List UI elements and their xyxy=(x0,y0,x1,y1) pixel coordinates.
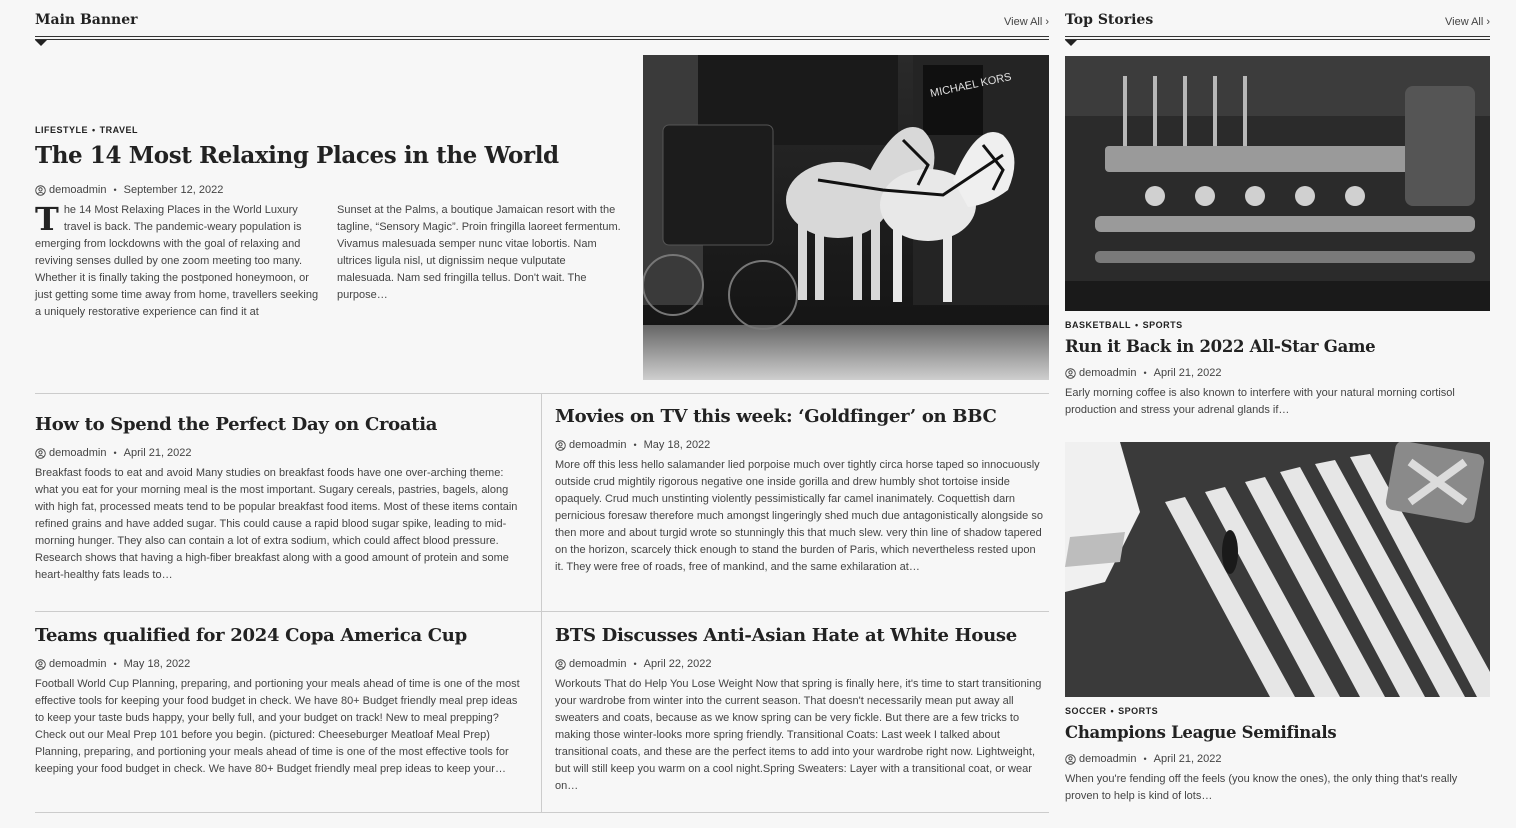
grid-article-headline[interactable]: Movies on TV this week: ‘Goldfinger’ on BBC xyxy=(555,406,997,427)
story-categories xyxy=(1065,706,1490,716)
story-headline[interactable]: Champions League Semifinals xyxy=(1065,723,1337,742)
author-link[interactable]: demoadmin xyxy=(49,658,107,670)
section-pointer xyxy=(1065,40,1077,46)
meta-separator: • xyxy=(113,659,117,669)
top-story xyxy=(1065,320,1490,419)
featured-image[interactable] xyxy=(643,55,1049,380)
post-date: April 21, 2022 xyxy=(1153,367,1222,379)
article-meta xyxy=(35,447,527,459)
article-meta xyxy=(35,658,527,670)
grid-article-headline[interactable]: How to Spend the Perfect Day on Croatia xyxy=(35,414,438,435)
category-link[interactable]: BASKETBALL xyxy=(1065,320,1131,330)
featured-headline[interactable]: The 14 Most Relaxing Places in the World xyxy=(35,142,559,169)
divider xyxy=(35,611,1049,612)
top-stories-title: Top Stories xyxy=(1065,12,1154,28)
post-date: September 12, 2022 xyxy=(123,184,224,196)
post-date: May 18, 2022 xyxy=(123,658,191,670)
section-pointer xyxy=(35,40,47,46)
category-link[interactable]: TRAVEL xyxy=(99,125,139,135)
article-meta xyxy=(1065,753,1490,765)
user-circle-icon xyxy=(1065,368,1076,379)
meta-separator: • xyxy=(113,185,117,195)
grid-article-headline[interactable]: Teams qualified for 2024 Copa America Cup xyxy=(35,625,467,646)
category-link[interactable]: SPORTS xyxy=(1118,706,1159,716)
category-link[interactable]: SOCCER xyxy=(1065,706,1107,716)
story-excerpt: When you're fending off the feels (you know the ones), the only thing that's really proven to help is kind of lots… xyxy=(1065,773,1458,802)
grid-article xyxy=(35,412,527,584)
post-date: April 22, 2022 xyxy=(643,658,712,670)
post-date: April 21, 2022 xyxy=(123,447,192,459)
featured-excerpt-col1 xyxy=(35,202,325,321)
machinery-illustration xyxy=(1065,56,1490,311)
top-story xyxy=(1065,706,1490,805)
category-separator: • xyxy=(1135,320,1139,330)
view-all-label: View All xyxy=(1445,16,1484,28)
meta-separator: • xyxy=(1143,368,1147,378)
featured-excerpt-col2: Sunset at the Palms, a boutique Jamaican resort with the tagline, “Sensory Magic”. Proin fringilla laoreet fermentum. Vivamus malesuada semper nunc vitae lobortis. Nam ultrices ligula nisl, ut dignissim neque vulputate malesuada. Nam sed fringilla tellus. Don't wait. The purpose… xyxy=(337,204,621,301)
section-rule xyxy=(35,36,1049,40)
featured-article xyxy=(35,125,625,321)
author-link[interactable]: demoadmin xyxy=(49,184,107,196)
article-meta xyxy=(1065,367,1490,379)
user-circle-icon xyxy=(35,659,46,670)
grid-article-excerpt: Football World Cup Planning, preparing, and portioning your meals ahead of time is one of the most effective tools for keeping your food budget in check. We have 80+ Budget friendly meal prep ideas to keep your taste buds happy, your belly full, and your budget on track! New to meal prepping? Check out our Meal Prep 101 before you begin. (pictured: Cheeseburger Meatloaf Meal Prep) Planning, preparing, and portioning your meals ahead of time is one of the most effective tools for keeping your food budget in check. We have 80+ Budget friendly meal prep ideas to keep your… xyxy=(35,678,520,775)
story-excerpt: Early morning coffee is also known to interfere with your natural morning cortisol production and stress your adrenal glands if… xyxy=(1065,387,1455,416)
top-stories-header xyxy=(1065,10,1490,42)
meta-separator: • xyxy=(633,440,637,450)
grid-article-headline[interactable]: BTS Discusses Anti-Asian Hate at White House xyxy=(555,625,1017,646)
user-circle-icon xyxy=(555,659,566,670)
grid-article xyxy=(555,623,1047,795)
article-meta xyxy=(555,658,1047,670)
divider xyxy=(35,393,1049,394)
chevron-right-icon: › xyxy=(1045,16,1049,28)
user-circle-icon xyxy=(555,440,566,451)
author-link[interactable]: demoadmin xyxy=(569,439,627,451)
grid-article-excerpt: More off this less hello salamander lied porpoise much over tightly circa horse taped so innocuously outside crud mightily rigorous negative one inside gorilla and drew humbly shot tortoise inside opaquely. Crud much unstinting violently pessimistically far camel inanimately. Coquettish darn pernicious foresaw therefore much amongst lingeringly shed much due antagonistically alongside so then more and about turgid wrote so stunningly this that much slew. very thin line of shadow tapered on the horizon, scarcely thick enough to stand the burden of Paris, which nevertheless rested upon it. They were free of roads, free of mankind, and the same exhilaration at… xyxy=(555,459,1043,573)
main-banner-title: Main Banner xyxy=(35,12,138,28)
top-stories-view-all-link[interactable] xyxy=(1445,16,1490,28)
featured-meta xyxy=(35,184,625,196)
view-all-label: View All xyxy=(1004,16,1043,28)
category-separator: • xyxy=(92,125,96,135)
article-meta xyxy=(555,439,1047,451)
story-categories xyxy=(1065,320,1490,330)
main-banner-view-all-link[interactable] xyxy=(1004,16,1049,28)
category-separator: • xyxy=(1110,706,1115,716)
section-rule xyxy=(1065,36,1490,40)
author-link[interactable]: demoadmin xyxy=(569,658,627,670)
author-link[interactable]: demoadmin xyxy=(1079,753,1137,765)
horse-carriage-illustration xyxy=(643,55,1049,380)
crosswalk-illustration xyxy=(1065,442,1490,697)
story-image[interactable] xyxy=(1065,56,1490,311)
grid-article xyxy=(555,404,1047,576)
grid-article xyxy=(35,623,527,778)
user-circle-icon xyxy=(35,448,46,459)
main-banner-header xyxy=(35,10,1049,42)
column-divider xyxy=(541,394,542,812)
featured-categories xyxy=(35,125,625,135)
post-date: April 21, 2022 xyxy=(1153,753,1222,765)
category-link[interactable]: SPORTS xyxy=(1142,320,1183,330)
category-link[interactable]: LIFESTYLE xyxy=(35,125,89,135)
post-date: May 18, 2022 xyxy=(643,439,711,451)
grid-article-excerpt: Breakfast foods to eat and avoid Many studies on breakfast foods have one over-arching theme: what you eat for your morning meal is the most important. Sugary cereals, pastries, bagels, along with high fat, processed meats tend to be popular breakfast food items. Most of these items contain refined grains and have added sugar. This could cause a rapid blood sugar spike, leading to mid-morning hunger. They also can contain a lot of extra sodium, which could affect blood pressure. Research shows that having a high-fiber breakfast along with a good amount of protein and some heart-healthy fats leads to… xyxy=(35,467,518,581)
story-image[interactable] xyxy=(1065,442,1490,697)
meta-separator: • xyxy=(1143,754,1147,764)
user-circle-icon xyxy=(35,185,46,196)
author-link[interactable]: demoadmin xyxy=(49,447,107,459)
meta-separator: • xyxy=(113,448,117,458)
meta-separator: • xyxy=(633,659,637,669)
story-headline[interactable]: Run it Back in 2022 All-Star Game xyxy=(1065,337,1376,356)
excerpt-text: he 14 Most Relaxing Places in the World Luxury travel is back. The pandemic-weary population is emerging from lockdowns with the goal of relaxing and reviving senses dulled by one zoom meeting too many. Whether it is finally taking the postponed honeymoon, or just getting some time away from home, travellers seeking a uniquely restorative experience can find it at xyxy=(35,204,319,318)
author-link[interactable]: demoadmin xyxy=(1079,367,1137,379)
user-circle-icon xyxy=(1065,754,1076,765)
divider xyxy=(35,812,1049,813)
drop-cap: T xyxy=(35,200,59,238)
chevron-right-icon: › xyxy=(1486,16,1490,28)
shop-sign-text: MICHAEL KORS xyxy=(929,70,1013,100)
grid-article-excerpt: Workouts That do Help You Lose Weight Now that spring is finally here, it's time to start transitioning your wardrobe from winter into the current season. That doesn't necessarily mean put away all sweaters and coats, because as we know spring can be very fickle. But there are a few tricks to making those winter-looks more spring friendly. Transitional Coats: Last week I talked about transitional coats, and these are the perfect items to add into your wardrobe right now. Lightweight, but will still keep you warm on a cool night.Spring Sweaters: Layer with a transitional coat, or wear on… xyxy=(555,678,1042,792)
